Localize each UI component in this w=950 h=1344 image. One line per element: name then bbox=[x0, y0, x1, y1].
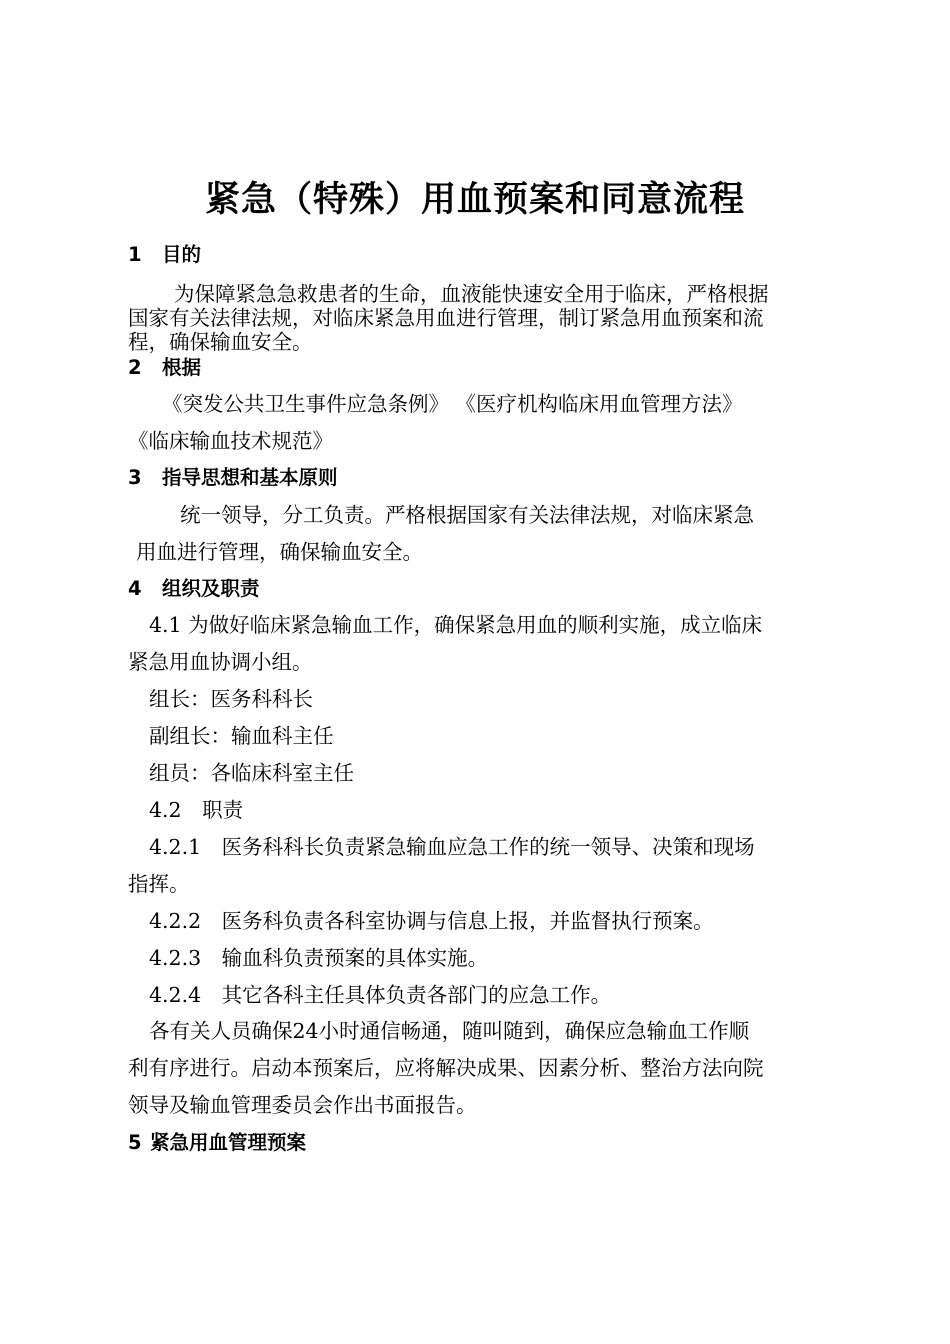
section-number: 2 bbox=[128, 356, 142, 379]
paragraph-line: 各有关人员确保24小时通信畅通，随叫随到，确保应急输血工作顺 bbox=[149, 1019, 750, 1043]
paragraph-line: 4.2.2 医务科负责各科室协调与信息上报，并监督执行预案。 bbox=[149, 909, 714, 933]
section-title: 指导思想和基本原则 bbox=[162, 466, 338, 489]
section-number: 3 bbox=[128, 466, 142, 489]
paragraph-line: 组员：各临床科室主任 bbox=[149, 761, 354, 785]
paragraph-line: 紧急用血协调小组。 bbox=[128, 650, 313, 674]
paragraph-line: 4.2.4 其它各科主任具体负责各部门的应急工作。 bbox=[149, 983, 612, 1007]
paragraph-line: 4.2 职责 bbox=[149, 798, 244, 822]
section-number: 1 bbox=[128, 243, 142, 266]
reference-line: 《突发公共卫生事件应急条例》 《医疗机构临床用血管理方法》 bbox=[162, 392, 743, 416]
section-5-heading bbox=[128, 1130, 306, 1156]
paragraph-line: 程，确保输血安全。 bbox=[128, 330, 313, 354]
reference-line: 《临床输血技术规范》 bbox=[128, 429, 333, 453]
section-2-heading bbox=[128, 355, 201, 381]
paragraph-line: 4.2.3 输血科负责预案的具体实施。 bbox=[149, 946, 489, 970]
section-title: 根据 bbox=[162, 356, 202, 379]
section-number: 4 bbox=[128, 577, 142, 600]
paragraph-line: 4.2.1 医务科科长负责紧急输血应急工作的统一领导、决策和现场 bbox=[149, 835, 755, 859]
section-title: 组织及职责 bbox=[162, 577, 260, 600]
paragraph-line: 统一领导，分工负责。严格根据国家有关法律法规，对临床紧急 bbox=[180, 503, 754, 527]
section-4-heading bbox=[128, 576, 260, 602]
page-title: 紧急（特殊）用血预案和同意流程 bbox=[204, 180, 745, 220]
section-title: 紧急用血管理预案 bbox=[150, 1131, 307, 1154]
paragraph-line: 利有序进行。启动本预案后，应将解决成果、因素分析、整治方法向院 bbox=[128, 1056, 764, 1080]
paragraph-line: 领导及输血管理委员会作出书面报告。 bbox=[128, 1093, 477, 1117]
section-number: 5 bbox=[128, 1131, 142, 1154]
section-3-heading bbox=[128, 465, 338, 491]
section-1-heading bbox=[128, 242, 201, 268]
section-title: 目的 bbox=[162, 243, 202, 266]
paragraph-line: 指挥。 bbox=[128, 872, 190, 896]
paragraph-line: 组长：医务科科长 bbox=[149, 687, 313, 711]
paragraph-line: 副组长：输血科主任 bbox=[149, 724, 334, 748]
paragraph-line: 为保障紧急急救患者的生命，血液能快速安全用于临床，严格根据 bbox=[174, 282, 769, 306]
paragraph-line: 4.1 为做好临床紧急输血工作，确保紧急用血的顺利实施，成立临床 bbox=[149, 613, 763, 637]
paragraph-line: 国家有关法律法规，对临床紧急用血进行管理，制订紧急用血预案和流 bbox=[128, 306, 764, 330]
paragraph-line: 用血进行管理，确保输血安全。 bbox=[136, 540, 423, 564]
